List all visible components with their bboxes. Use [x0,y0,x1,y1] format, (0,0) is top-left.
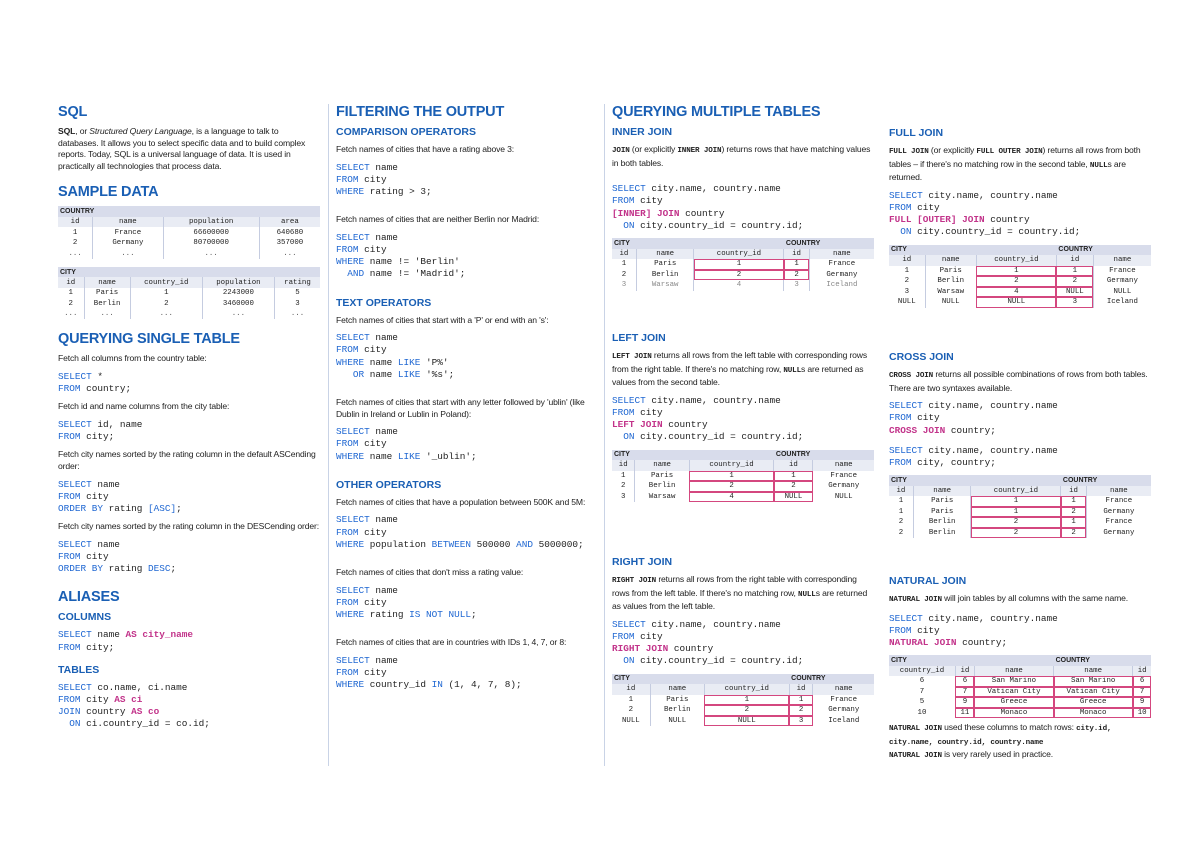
full-join-table: CITY COUNTRY id name country_id id name 1 Paris 1 1 France 2 Berlin 2 2 Germany 3 Warsaw 4 NULL NULL NULL NULL NULL 3 Iceland [889,245,1151,308]
full-join-title: FULL JOIN [889,127,944,139]
column-4 [889,127,1151,769]
cross-join-title: CROSS JOIN [889,351,954,363]
desc: Fetch names of cities that are neither Berlin nor Madrid: [336,214,540,225]
inner-join-table: CITY COUNTRY id name country_id id name 1 Paris 1 1 France 2 Berlin 2 2 Germany 3 Warsaw 4 3 Iceland [612,238,874,291]
column-2 [336,104,598,697]
other-operators-subtitle: OTHER OPERATORS [336,478,442,491]
left-join-table: CITY COUNTRY id name country_id id name 1 Paris 1 1 France 2 Berlin 2 2 Germany 3 Warsaw 4 NULL NULL [612,450,874,503]
code-block: SELECT co.name, ci.name FROM city AS ci JOIN country AS co ON ci.country_id = co.id; [58,681,210,730]
tables-subtitle: TABLES [58,663,100,676]
desc: Fetch all columns from the country table: [58,353,207,364]
cross-join-table: CITY COUNTRY id name country_id id name 1 Paris 1 1 France 1 Paris 1 2 Germany 2 Berlin 2 1 France 2 Berlin 2 2 Germany [889,475,1151,538]
code-block: SELECT name FROM city WHERE name LIKE 'P%' OR name LIKE '%s'; [336,332,455,380]
desc: Fetch names of cities that have a rating above 3: [336,144,514,154]
right-join-title: RIGHT JOIN [612,556,673,568]
text-operators-subtitle: TEXT OPERATORS [336,296,432,309]
column-3 [612,104,874,730]
code-block: SELECT city.name, country.name FROM city LEFT JOIN country ON city.country_id = country.id; [612,394,804,443]
natural-join-title: NATURAL JOIN [889,575,967,587]
code-block: SELECT city.name, country.name FROM city FULL [OUTER] JOIN country ON city.country_id = country.id; [889,189,1081,238]
left-join-section [612,332,874,556]
comparison-subtitle: COMPARISON OPERATORS [336,126,477,138]
country-sample-table: COUNTRY id name population area 1 France 66600000 640680 2 Germany 80700000 357000 ... ... ... ... [58,206,320,259]
code-block: SELECT city.name, country.name FROM city RIGHT JOIN country ON city.country_id = country.id; [612,618,804,667]
code-block: SELECT city.name, country.name FROM city CROSS JOIN country; [889,400,1058,436]
desc: LEFT JOIN returns all rows from the left table with corresponding rows from the right table. If there's no matching row, NULLs are returned as values from the second table. [612,350,868,388]
inner-join-section [612,126,874,332]
filtering-title: FILTERING THE OUTPUT [336,104,505,120]
code-block: SELECT name FROM city WHERE population BETWEEN 500000 AND 5000000; [336,514,584,550]
desc: Fetch city names sorted by the rating column in the default ASCending order: [58,449,316,471]
natural-join-section [889,575,1151,763]
multiple-tables-title: QUERYING MULTIPLE TABLES [612,104,821,120]
code-block: SELECT * FROM country; [58,370,132,395]
column-1 [58,104,320,737]
code-block: SELECT name FROM city ORDER BY rating DESC; [58,538,177,575]
desc: RIGHT JOIN returns all rows from the right table with corresponding rows from the left table. If there's no matching row, NULLs are returned as values from the left table. [612,574,868,612]
code-block: SELECT name FROM city ORDER BY rating [ASC]; [58,478,182,514]
single-table-title: QUERYING SINGLE TABLE [58,331,240,348]
desc: Fetch names of cities that start with a 'P' or end with an 's': [336,314,549,325]
code-block: SELECT name FROM city WHERE rating > 3; [336,161,432,197]
desc: Fetch id and name columns from the city table: [58,401,230,412]
natural-join-table: CITY COUNTRY country_id id name name id 6 6 San Marino San Marino 6 7 7 Vatican City Vatican City 7 5 9 Greece Greece 9 10 11 Monaco Monaco 10 [889,655,1151,718]
aliases-title: ALIASES [58,589,120,606]
inner-join-title: INNER JOIN [612,126,673,138]
right-join-table: CITY COUNTRY id name country_id id name 1 Paris 1 1 France 2 Berlin 2 2 Germany NULL NULL NULL 3 Iceland [612,674,874,727]
desc: Fetch names of cities that are in countries with IDs 1, 4, 7, or 8: [336,637,567,648]
column-divider [328,104,329,766]
desc: JOIN (or explicitly INNER JOIN) returns rows that have matching values in both tables. [612,144,871,168]
sql-intro: SQL, or Structured Query Language, is a language to talk to databases. It allows you to select specific data and to build complex reports. Today, SQL is a universal language of data. It is used in practically all technologies that process data. [58,126,306,171]
code-block: SELECT city.name, country.name FROM city [INNER] JOIN country ON city.country_id = country.id; [612,183,804,231]
code-block: SELECT name FROM city WHERE country_id IN (1, 4, 7, 8); [336,654,522,691]
cross-join-section [889,351,1151,575]
desc: Fetch names of cities that start with any letter followed by 'ublin' (like Dublin in Ireland or Lublin in Poland): [336,397,585,419]
desc: NATURAL JOIN will join tables by all columns with the same name. [889,593,1129,604]
code-block: SELECT name FROM city WHERE name LIKE '_ublin'; [336,426,477,462]
left-join-title: LEFT JOIN [612,332,666,344]
sql-title: SQL [58,104,88,120]
code-block: SELECT city.name, country.name FROM city NATURAL JOIN country; [889,612,1058,648]
code-block: SELECT name AS city_name FROM city; [58,629,194,653]
desc: Fetch names of cities that don't miss a rating value: [336,567,524,578]
full-join-section [889,127,1151,351]
code-block: SELECT name FROM city WHERE name != 'Berlin' AND name != 'Madrid'; [336,231,466,280]
desc: CROSS JOIN returns all possible combinations of rows from both tables. There are two syntaxes available. [889,369,1148,393]
desc: Fetch city names sorted by the rating column in the DESCending order: [58,521,319,532]
sample-data-title: SAMPLE DATA [58,184,159,201]
desc: FULL JOIN (or explicitly FULL OUTER JOIN) returns all rows from both tables – if there's no matching row in the second table, NULLs are returned. [889,145,1141,183]
code-block: SELECT city.name, country.name FROM city, country; [889,444,1058,468]
city-sample-table: CITY id name country_id population rating 1 Paris 1 2243000 5 2 Berlin 2 3460000 3 ... ... ... ... ... [58,267,320,320]
code-block: SELECT name FROM city WHERE rating IS NOT NULL; [336,584,477,621]
desc: Fetch names of cities that have a population between 500K and 5M: [336,496,586,507]
column-divider [604,104,605,766]
columns-subtitle: COLUMNS [58,611,112,624]
code-block: SELECT id, name FROM city; [58,418,143,443]
natural-join-note: NATURAL JOIN used these columns to match rows: city.id, city.name, country.id, country.name NATURAL JOIN is very rarely used in practice. [889,722,1112,761]
right-join-section [612,556,874,726]
